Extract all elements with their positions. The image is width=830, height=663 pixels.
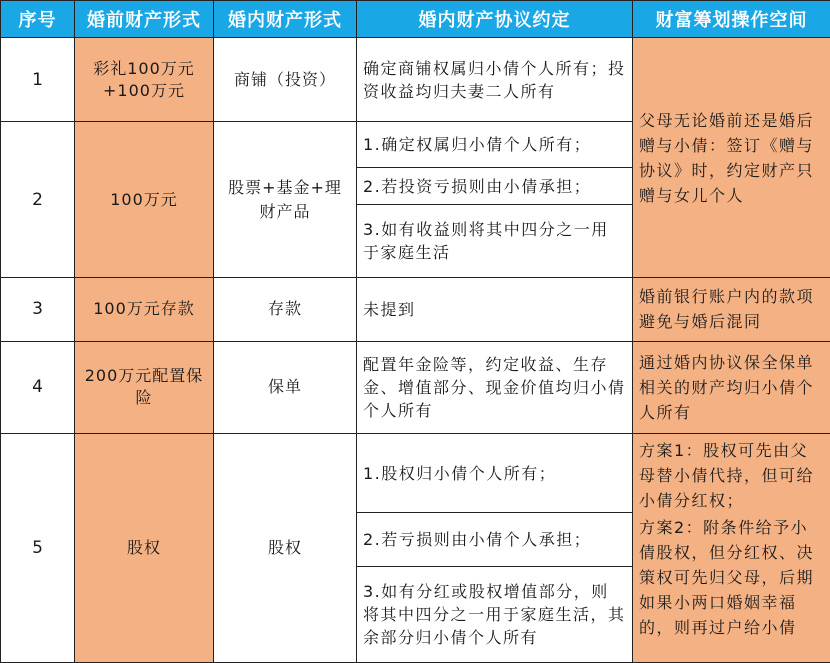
header-post-marital: 婚内财产形式: [214, 1, 357, 38]
wealth-plan-1: 方案1：股权可先由父母替小倩代持，但可给小倩分红权；: [639, 441, 815, 511]
wealth-space-cell-merged: 父母无论婚前还是婚后赠与小倩：签订《赠与协议》时，约定财产只赠与女儿个人: [633, 38, 830, 278]
agreement-item: 3.如有分红或股权增值部分，则将其中四分之一用于家庭生活，其余部分归小倩个人所有: [357, 567, 633, 663]
agreement-item: 2.若投资亏损则由小倩承担；: [357, 167, 633, 204]
row-seq: 5: [1, 434, 75, 663]
agreement-cell: 配置年金险等，约定收益、生存金、增值部分、现金价值均归小倩个人所有: [357, 341, 633, 434]
post-marital-cell: 存款: [214, 278, 357, 341]
table-row: [1, 434, 830, 513]
row-seq: 2: [1, 122, 75, 278]
pre-marital-cell: 股权: [75, 434, 214, 663]
post-marital-cell: 保单: [214, 341, 357, 434]
agreement-item: 1.股权归小倩个人所有；: [357, 434, 633, 513]
pre-marital-cell: 100万元存款: [75, 278, 214, 341]
wealth-plan-2: 方案2：附条件给予小倩股权，但分红权、决策权可先归父母，后期如果小两口婚姻幸福的，则再过户给小倩: [639, 518, 815, 638]
row-seq: 1: [1, 38, 75, 122]
agreement-cell: 未提到: [357, 278, 633, 341]
pre-marital-cell: 100万元: [75, 122, 214, 278]
wealth-space-cell: 婚前银行账户内的款项避免与婚后混同: [633, 278, 830, 341]
table-row: [1, 38, 830, 122]
agreement-item: 2.若亏损则由小倩个人承担；: [357, 513, 633, 567]
header-agreement: 婚内财产协议约定: [357, 1, 633, 38]
header-wealth-space: 财富筹划操作空间: [633, 1, 830, 38]
row-seq: 4: [1, 341, 75, 434]
pre-marital-cell: 彩礼100万元+100万元: [75, 38, 214, 122]
agreement-item: 3.如有收益则将其中四分之一用于家庭生活: [357, 205, 633, 278]
post-marital-cell: 股票+基金+理财产品: [214, 122, 357, 278]
table-row: [1, 278, 830, 341]
header-seq: 序号: [1, 1, 75, 38]
post-marital-cell: 商铺（投资）: [214, 38, 357, 122]
table-row: [1, 341, 830, 434]
post-marital-cell: 股权: [214, 434, 357, 663]
agreement-cell: 确定商铺权属归小倩个人所有；投资收益均归夫妻二人所有: [357, 38, 633, 122]
header-pre-marital: 婚前财产形式: [75, 1, 214, 38]
pre-marital-cell: 200万元配置保险: [75, 341, 214, 434]
wealth-space-cell: 通过婚内协议保全保单相关的财产均归小倩个人所有: [633, 341, 830, 434]
wealth-space-cell: [633, 434, 830, 663]
row-seq: 3: [1, 278, 75, 341]
header-row: [1, 1, 830, 38]
agreement-item: 1.确定权属归小倩个人所有；: [357, 122, 633, 168]
